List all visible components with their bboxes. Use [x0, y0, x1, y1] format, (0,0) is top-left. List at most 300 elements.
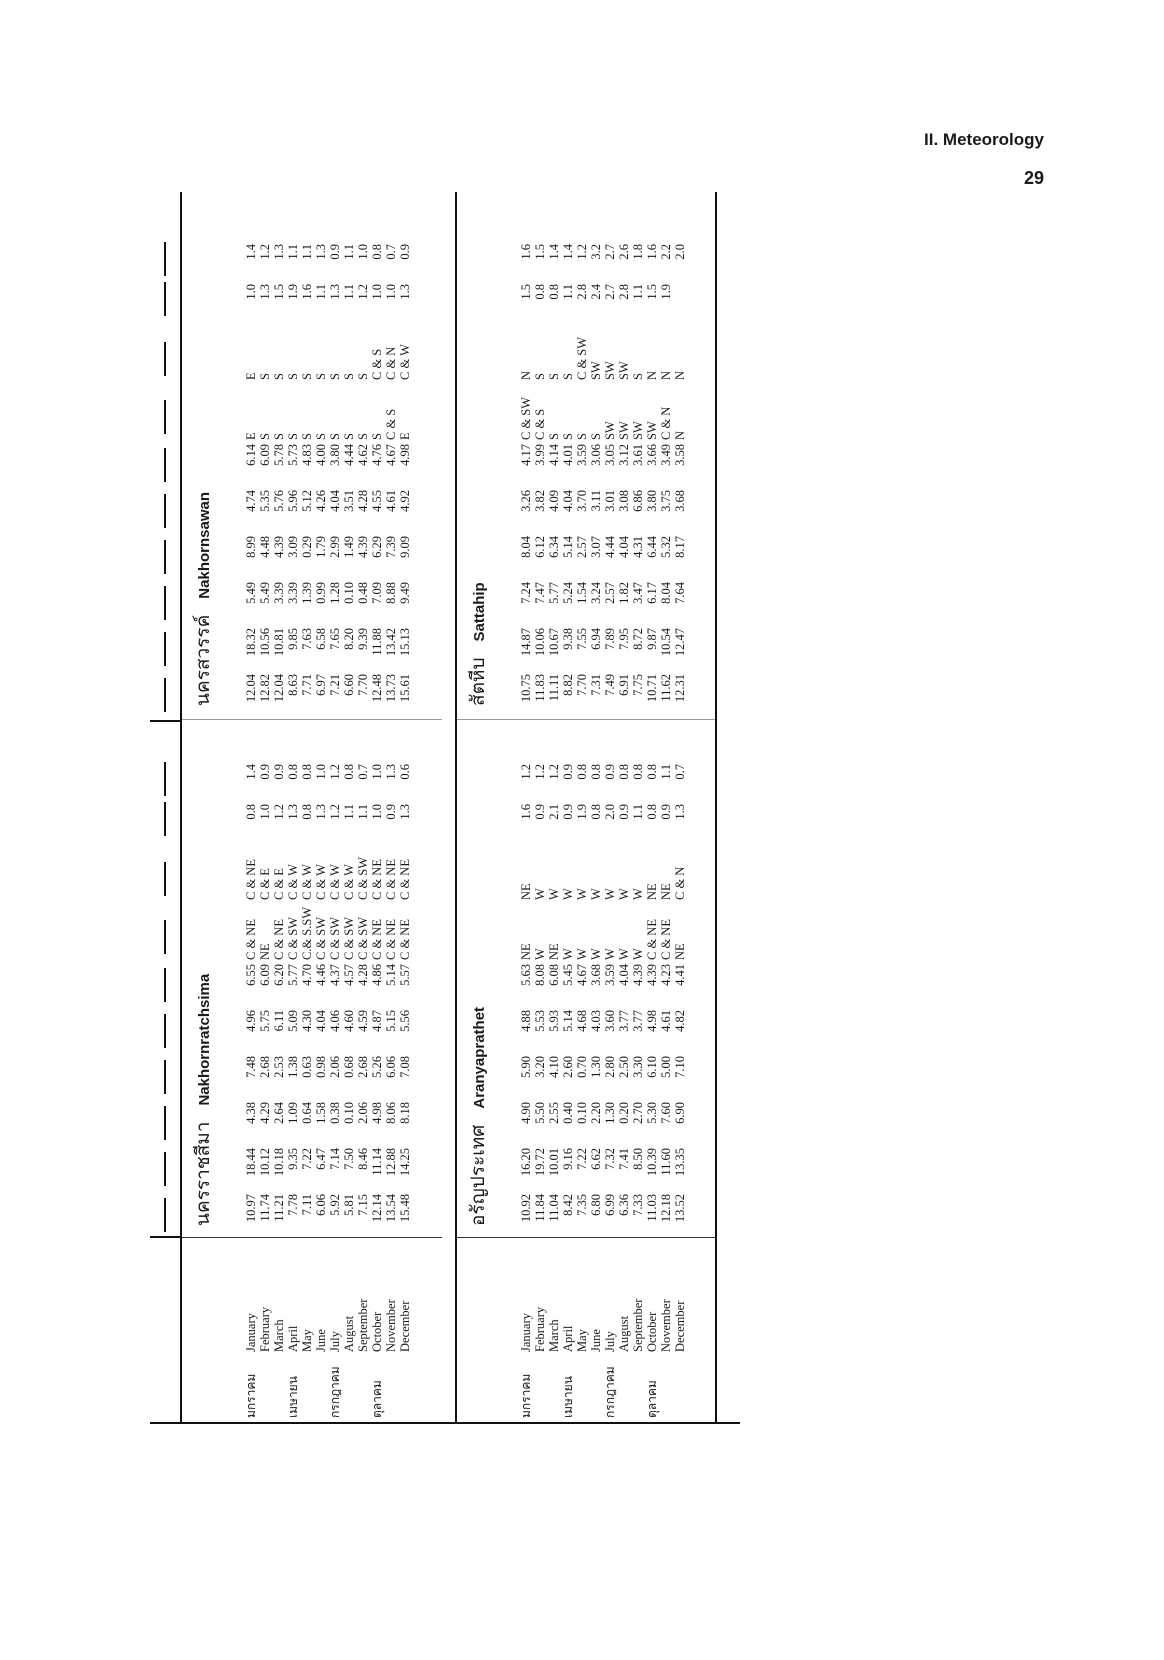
table-cell: 16.20 [519, 1148, 533, 1177]
table-cell: 8.82 [561, 674, 575, 696]
table-cell: S [258, 433, 272, 440]
thai-month-labels [519, 1356, 687, 1418]
table-cell: 3.82 [533, 490, 547, 512]
table-cell: 6.62 [589, 1148, 603, 1170]
table-cell: 9.49 [398, 582, 412, 604]
table-cell: 4.60 [342, 1010, 356, 1032]
table-cell: 1.1 [561, 284, 575, 300]
table-cell: 7.47 [533, 582, 547, 604]
table-cell: 6.97 [314, 674, 328, 696]
data-column [519, 964, 687, 1006]
header-rule-tick [164, 1152, 166, 1186]
data-column [244, 536, 412, 578]
station-title [188, 492, 228, 706]
table-cell: 6.34 [547, 536, 561, 558]
table-cell: S [342, 433, 356, 440]
table-cell: 10.71 [645, 674, 659, 703]
table-cell: 0.8 [342, 764, 356, 780]
table-cell: 1.8 [631, 244, 645, 260]
thai-month-label [300, 1356, 314, 1418]
table-cell: 2.60 [561, 1056, 575, 1078]
table-cell: 8.04 [659, 582, 673, 604]
table-cell: 1.1 [631, 284, 645, 300]
table-cell: C & W [286, 864, 300, 900]
table-cell: 6.20 [272, 964, 286, 986]
table-cell: 4.82 [673, 1010, 687, 1032]
data-column [519, 582, 687, 624]
table-cell: 4.01 [561, 444, 575, 466]
table-cell: 1.3 [673, 804, 687, 820]
table-block-upper [180, 192, 442, 1422]
table-cell: 7.22 [300, 1148, 314, 1170]
thai-month-label: มกราคม [519, 1373, 533, 1418]
table-cell: 0.64 [300, 1102, 314, 1124]
table-cell: C.& S.SW [300, 906, 314, 960]
table-cell: 6.14 [244, 444, 258, 466]
table-cell: 10.39 [645, 1148, 659, 1177]
thai-month-label [631, 1356, 645, 1418]
table-cell: 0.99 [314, 582, 328, 604]
table-cell: 7.39 [384, 536, 398, 558]
table-cell: W [617, 888, 631, 900]
table-cell: 5.24 [561, 582, 575, 604]
table-cell: W [561, 888, 575, 900]
table-cell: 3.12 [617, 444, 631, 466]
header-rule-tick [164, 342, 166, 376]
table-cell: 2.68 [356, 1056, 370, 1078]
table-cell: 3.24 [589, 582, 603, 604]
station-title [463, 1007, 503, 1226]
thai-month-label: ตุลาคม [645, 1380, 659, 1418]
table-cell: 0.9 [398, 244, 412, 260]
table-cell: 4.87 [370, 1010, 384, 1032]
table-cell: 0.8 [547, 284, 561, 300]
station-divider [457, 719, 715, 720]
table-cell: C & N [659, 406, 673, 440]
table-cell: 6.09 [258, 964, 272, 986]
header-rule-tick [164, 1060, 166, 1094]
month-label: October [370, 1311, 384, 1352]
table-cell: 8.18 [398, 1102, 412, 1124]
table-cell: 5.30 [645, 1102, 659, 1124]
month-label: March [547, 1319, 561, 1352]
table-cell: S [561, 373, 575, 380]
table-cell: 7.65 [328, 628, 342, 650]
table-cell: 0.9 [384, 804, 398, 820]
column-divider [457, 1237, 715, 1238]
month-label: July [603, 1331, 617, 1352]
table-cell: 1.0 [314, 764, 328, 780]
table-cell: C & NE [398, 859, 412, 900]
table-cell: 4.41 [673, 964, 687, 986]
table-cell: 7.89 [603, 628, 617, 650]
table-cell: 1.6 [519, 804, 533, 820]
table-cell: C & NE [244, 919, 258, 960]
table-cell: 5.78 [272, 444, 286, 466]
table-cell: NE [547, 943, 561, 960]
table-cell: NE [519, 883, 533, 900]
table-cell: 7.10 [673, 1056, 687, 1078]
data-column [244, 904, 412, 960]
table-cell: 2.06 [356, 1102, 370, 1124]
station-title [463, 582, 503, 706]
table-cell: 1.2 [328, 764, 342, 780]
table-cell: 4.57 [342, 964, 356, 986]
table-cell: 2.6 [617, 244, 631, 260]
table-cell: 5.90 [519, 1056, 533, 1078]
table-cell: 1.6 [300, 284, 314, 300]
table-cell: 4.10 [547, 1056, 561, 1078]
table-cell: 5.92 [328, 1194, 342, 1216]
data-column [244, 844, 412, 900]
table-cell: 1.4 [244, 244, 258, 260]
table-cell: 1.38 [286, 1056, 300, 1078]
station-name-english: Sattahip [471, 582, 488, 642]
table-cell: 3.61 [631, 444, 645, 466]
month-label: February [258, 1306, 272, 1352]
thai-month-label [659, 1356, 673, 1418]
table-cell: 12.47 [673, 628, 687, 657]
table-cell: 1.2 [519, 764, 533, 780]
data-column [519, 628, 687, 670]
table-cell: S [328, 433, 342, 440]
table-cell: 12.14 [370, 1194, 384, 1223]
table-cell: 1.5 [272, 284, 286, 300]
table-cell: 3.70 [575, 490, 589, 512]
table-cell: 4.04 [561, 490, 575, 512]
table-cell: 1.6 [519, 244, 533, 260]
table-cell: 1.3 [398, 284, 412, 300]
table-cell: SW [617, 361, 631, 380]
table-cell: 3.99 [533, 444, 547, 466]
table-cell: C & NE [659, 919, 673, 960]
data-column [519, 674, 687, 716]
table-cell: S [589, 433, 603, 440]
table-cell: 9.09 [398, 536, 412, 558]
table-cell: W [603, 888, 617, 900]
table-cell: 10.81 [272, 628, 286, 657]
table-cell: 7.75 [631, 674, 645, 696]
table-cell: 7.35 [575, 1194, 589, 1216]
table-cell: 3.09 [286, 536, 300, 558]
table-cell: 2.55 [547, 1102, 561, 1124]
table-cell: 11.14 [370, 1148, 384, 1176]
table-cell: 14.87 [519, 628, 533, 657]
table-cell: 0.63 [300, 1056, 314, 1078]
table-cell: 5.93 [547, 1010, 561, 1032]
table-cell: 3.08 [617, 490, 631, 512]
table-cell: 4.61 [384, 490, 398, 512]
table-cell: 0.8 [244, 804, 258, 820]
table-cell: 3.59 [575, 444, 589, 466]
table-cell: W [575, 948, 589, 960]
table-cell: 18.32 [244, 628, 258, 657]
table-cell: 1.9 [575, 804, 589, 820]
table-cell: 12.82 [258, 674, 272, 703]
table-cell: 5.81 [342, 1194, 356, 1216]
table-cell: 5.45 [561, 964, 575, 986]
table-cell: 8.06 [384, 1102, 398, 1124]
data-column [519, 1056, 687, 1098]
thai-month-label [575, 1356, 589, 1418]
table-cell: 6.94 [589, 628, 603, 650]
table-cell: 5.77 [286, 964, 300, 986]
table-cell: 0.9 [272, 764, 286, 780]
month-label: May [300, 1329, 314, 1352]
table-cell: 2.57 [575, 536, 589, 558]
table-cell: 3.77 [631, 1010, 645, 1032]
month-label: October [645, 1311, 659, 1352]
table-cell: 1.2 [328, 804, 342, 820]
table-cell: 7.41 [617, 1148, 631, 1170]
table-cell: S [300, 373, 314, 380]
table-cell: 7.32 [603, 1148, 617, 1170]
table-cell: 5.63 [519, 964, 533, 986]
table-cell: S [631, 373, 645, 380]
header-rule-divider [150, 720, 180, 722]
table-cell: N [519, 370, 533, 380]
month-label: May [575, 1329, 589, 1352]
table-cell: 0.7 [356, 764, 370, 780]
table-cell: 5.50 [533, 1102, 547, 1124]
table-cell: W [631, 948, 645, 960]
table-cell: 3.05 [603, 444, 617, 466]
table-cell: S [533, 373, 547, 380]
table-cell: 1.2 [533, 764, 547, 780]
table-cell: 0.9 [561, 804, 575, 820]
month-label: November [384, 1299, 398, 1352]
table-cell: 5.12 [300, 490, 314, 512]
table-cell: 1.3 [384, 764, 398, 780]
table-cell: SW [603, 421, 617, 440]
table-cell: 4.04 [617, 536, 631, 558]
data-column [519, 324, 687, 380]
data-column [244, 628, 412, 670]
table-cell: 3.01 [603, 490, 617, 512]
table-cell: C & NE [370, 859, 384, 900]
table-cell: 0.8 [645, 804, 659, 820]
table-cell: W [547, 888, 561, 900]
table-cell: 4.03 [589, 1010, 603, 1032]
header-rule-tick [164, 862, 166, 896]
table-cell: 0.9 [533, 804, 547, 820]
table-cell: 8.63 [286, 674, 300, 696]
table-cell: 13.73 [384, 674, 398, 703]
table-cell: 1.1 [342, 284, 356, 300]
table-cell [673, 284, 687, 320]
table-cell: 7.60 [659, 1102, 673, 1124]
table-cell: W [533, 948, 547, 960]
table-cell: 4.04 [617, 964, 631, 986]
table-cell: 5.14 [561, 1010, 575, 1032]
table-cell: 1.1 [631, 804, 645, 820]
table-cell: 0.8 [589, 804, 603, 820]
table-cell: 1.0 [356, 244, 370, 260]
table-cell: 6.06 [314, 1194, 328, 1216]
table-cell: 4.98 [645, 1010, 659, 1032]
data-column [519, 1102, 687, 1144]
table-cell: 1.4 [547, 244, 561, 260]
thai-month-labels [244, 1356, 412, 1418]
table-cell: 13.52 [673, 1194, 687, 1223]
table-cell: 3.80 [328, 444, 342, 466]
table-cell: C & NE [244, 859, 258, 900]
table-cell: 9.35 [286, 1148, 300, 1170]
table-cell: SW [589, 361, 603, 380]
data-column [244, 804, 412, 840]
table-cell: 3.07 [589, 536, 603, 558]
table-cell: 1.49 [342, 536, 356, 558]
table-cell: 5.35 [258, 490, 272, 512]
table-cell: W [589, 948, 603, 960]
table-cell: 2.0 [673, 244, 687, 260]
table-cell: 9.38 [561, 628, 575, 650]
page-number: 29 [1023, 168, 1044, 188]
table-cell: 0.9 [659, 804, 673, 820]
table-cell: 0.38 [328, 1102, 342, 1124]
table-cell: 1.1 [300, 244, 314, 260]
table-cell: C & SW [286, 916, 300, 960]
table-cell: S [300, 433, 314, 440]
table-cell: 4.14 [547, 444, 561, 466]
table-cell: 3.77 [617, 1010, 631, 1032]
table-cell: C & NE [370, 919, 384, 960]
table-cell: 0.7 [384, 244, 398, 260]
table-cell: 10.97 [244, 1194, 258, 1223]
column-divider [182, 1237, 442, 1238]
table-cell: C & S [533, 408, 547, 440]
table-cell: 4.39 [631, 964, 645, 986]
month-label: March [272, 1319, 286, 1352]
table-cell: 6.29 [370, 536, 384, 558]
table-cell: 1.2 [575, 244, 589, 260]
table-cell: 4.83 [300, 444, 314, 466]
table-cell: NE [645, 883, 659, 900]
table-cell: 10.12 [258, 1148, 272, 1177]
station-name-english: Nakhornsawan [196, 492, 213, 599]
table-cell: S [547, 433, 561, 440]
data-column [244, 1102, 412, 1144]
table-cell: 5.14 [384, 964, 398, 986]
table-cell: 4.74 [244, 490, 258, 512]
table-cell: 4.37 [328, 964, 342, 986]
table-cell: 3.49 [659, 444, 673, 466]
thai-month-label: กรกฎาคม [603, 1366, 617, 1418]
table-cell: S [286, 373, 300, 380]
table-cell: 0.10 [575, 1102, 589, 1124]
table-cell: 1.09 [286, 1102, 300, 1124]
station-name-thai: อรัญประเทศ [467, 1124, 489, 1226]
table-cell: 7.24 [519, 582, 533, 604]
data-column [519, 904, 687, 960]
table-cell: 0.8 [589, 764, 603, 780]
month-label: December [673, 1300, 687, 1352]
header-rule-tick [164, 540, 166, 574]
thai-month-label: เมษายน [561, 1376, 575, 1418]
table-cell: 0.29 [300, 536, 314, 558]
data-column [519, 1010, 687, 1052]
table-cell: 4.68 [575, 1010, 589, 1032]
table-cell: 4.92 [398, 490, 412, 512]
header-rule-tick [164, 678, 166, 712]
table-cell: 10.67 [547, 628, 561, 657]
table-cell: 2.7 [603, 244, 617, 260]
thai-month-label [547, 1356, 561, 1418]
table-cell: 8.72 [631, 628, 645, 650]
table-cell: C & E [258, 868, 272, 900]
table-cell: 0.68 [342, 1056, 356, 1078]
table-cell: C & W [300, 864, 314, 900]
thai-month-label [342, 1356, 356, 1418]
table-cell: 19.72 [533, 1148, 547, 1177]
table-cell: 5.26 [370, 1056, 384, 1078]
thai-month-label [673, 1356, 687, 1418]
data-column [244, 1194, 412, 1236]
station-name-english: Aranyaprathet [471, 1006, 488, 1109]
table-cell: 5.14 [561, 536, 575, 558]
header-rule-tick [164, 920, 166, 954]
thai-month-label [589, 1356, 603, 1418]
thai-month-label [398, 1356, 412, 1418]
table-cell: 15.48 [398, 1194, 412, 1223]
table-cell: 4.88 [519, 1010, 533, 1032]
table-cell: C & SW [328, 916, 342, 960]
header-rule-tick [164, 1198, 166, 1232]
table-cell: S [286, 433, 300, 440]
table-cell: 3.58 [673, 444, 687, 466]
table-cell: S [561, 433, 575, 440]
table-cell: S [314, 373, 328, 380]
table-cell: 11.03 [645, 1194, 659, 1222]
month-label: June [589, 1329, 603, 1352]
table-cell: 0.8 [575, 764, 589, 780]
table-cell: 13.42 [384, 628, 398, 657]
table-cell: C & SW [575, 336, 589, 380]
table-cell: 4.48 [258, 536, 272, 558]
table-cell: 2.8 [575, 284, 589, 300]
table-cell: 11.83 [533, 674, 547, 702]
section-heading: II. Meteorology [924, 130, 1044, 149]
table-cell: 1.1 [342, 244, 356, 260]
table-cell: 11.84 [533, 1194, 547, 1222]
table-cell: 7.48 [244, 1056, 258, 1078]
table-cell: C & SW [356, 916, 370, 960]
header-rule-tick [164, 968, 166, 1002]
top-rule-ticks [150, 192, 180, 1422]
table-cell: S [356, 433, 370, 440]
data-column [244, 324, 412, 380]
header-rule-tick [164, 762, 166, 796]
table-cell: 4.67 [384, 444, 398, 466]
table-cell: 0.40 [561, 1102, 575, 1124]
data-column [244, 764, 412, 800]
table-cell: 1.2 [356, 284, 370, 300]
thai-month-label [258, 1356, 272, 1418]
month-label: April [561, 1325, 575, 1352]
table-cell: 0.70 [575, 1056, 589, 1078]
table-cell: 6.11 [272, 1010, 286, 1032]
table-cell: 1.1 [286, 244, 300, 260]
table-cell: 0.9 [603, 764, 617, 780]
table-cell: 5.15 [384, 1010, 398, 1032]
table-cell: 1.3 [314, 804, 328, 820]
table-cell: 1.5 [645, 284, 659, 300]
table-cell: 1.3 [398, 804, 412, 820]
table-cell: 4.55 [370, 490, 384, 512]
header-rule-tick [164, 400, 166, 434]
table-cell: 5.77 [547, 582, 561, 604]
month-label: April [286, 1325, 300, 1352]
